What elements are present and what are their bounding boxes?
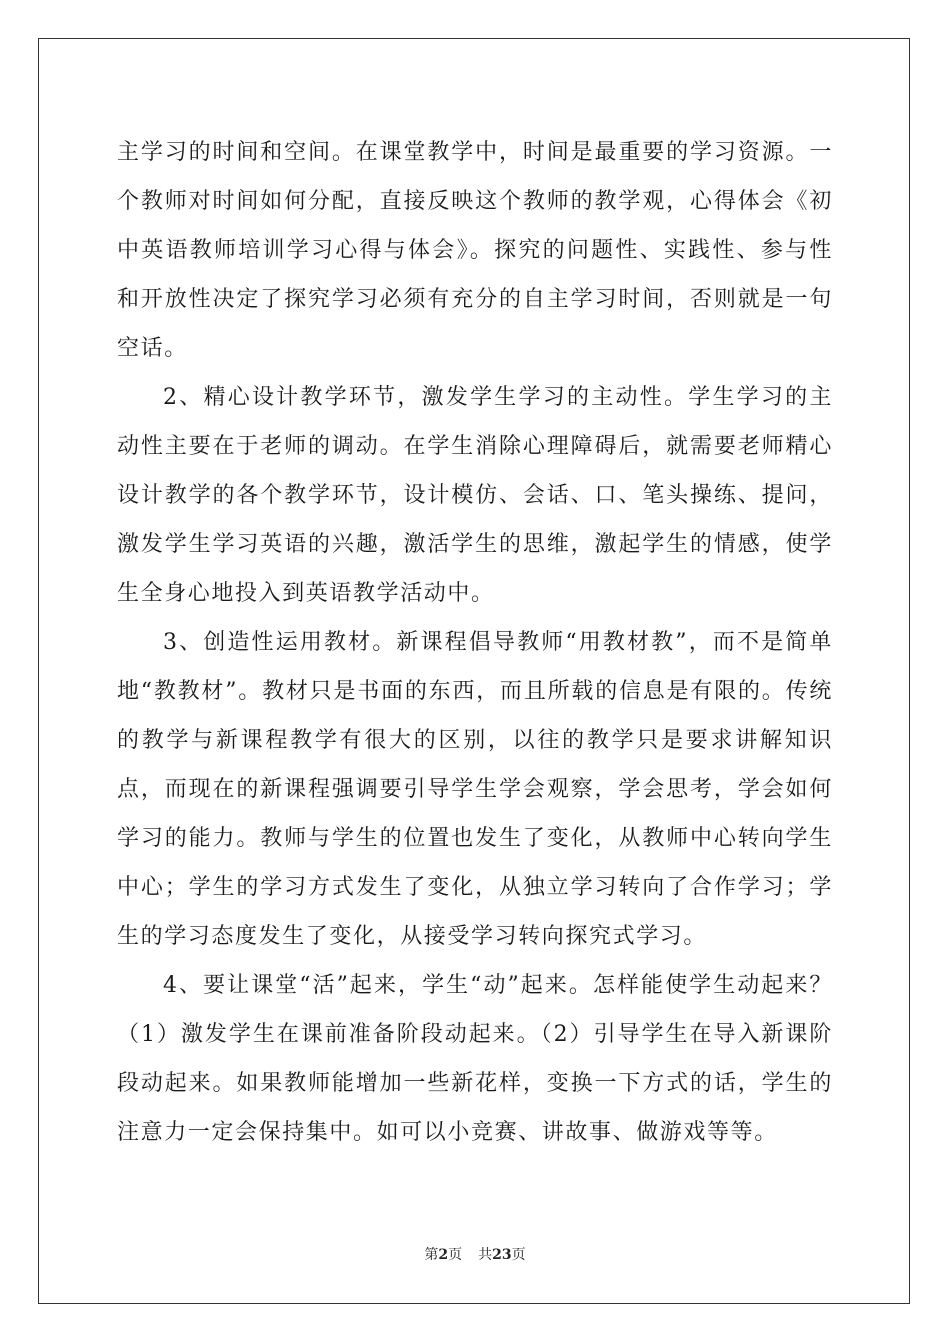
- paragraph-item-4: 4、要让课堂“活”起来，学生“动”起来。怎样能使学生动起来？（1）激发学生在课前准备阶段动起来。（2）引导学生在导入新课阶段动起来。如果教师能增加一些新花样，变换一下方式的话，学生的注意力一定会保持集中。如可以小竞赛、讲故事、做游戏等等。: [117, 973, 833, 1145]
- total-pages: 23: [492, 1247, 512, 1263]
- page-prefix: 第: [424, 1247, 439, 1263]
- paragraph-item-3: 3、创造性运用教材。新课程倡导教师“用教材教”，而不是简单地“教教材”。教材只是书面的东西，而且所载的信息是有限的。传统的教学与新课程教学有很大的区别，以往的教学只是要求讲解知识点，而现在的新课程强调要引导学生学会观察，学会思考，学会如何学习的能力。教师与学生的位置也发生了变化，从教师中心转向学生中心；学生的学习方式发生了变化，从独立学习转向了合作学习；学生的学习态度发生了变化，从接受学习转向探究式学习。: [117, 630, 833, 949]
- page-suffix: 页: [448, 1247, 463, 1263]
- total-suffix: 页: [511, 1247, 526, 1263]
- paragraph-continued: 主学习的时间和空间。在课堂教学中，时间是最重要的学习资源。一个教师对时间如何分配，直接反映这个教师的教学观，心得体会《初中英语教师培训学习心得与体会》。探究的问题性、实践性、参与性和开放性决定了探究学习必须有充分的自主学习时间，否则就是一句空话。: [117, 140, 833, 361]
- document-body: [117, 128, 833, 1157]
- total-pages-indicator: [478, 1247, 525, 1263]
- page-indicator: [424, 1247, 462, 1263]
- page-number: 2: [438, 1247, 449, 1263]
- total-prefix: 共: [478, 1247, 493, 1263]
- page-footer: [0, 1245, 950, 1265]
- paragraph-item-2: 2、精心设计教学环节，激发学生学习的主动性。学生学习的主动性主要在于老师的调动。在学生消除心理障碍后，就需要老师精心设计教学的各个教学环节，设计模仿、会话、口、笔头操练、提问，激发学生学习英语的兴趣，激活学生的思维，激起学生的情感，使学生全身心地投入到英语教学活动中。: [117, 385, 833, 606]
